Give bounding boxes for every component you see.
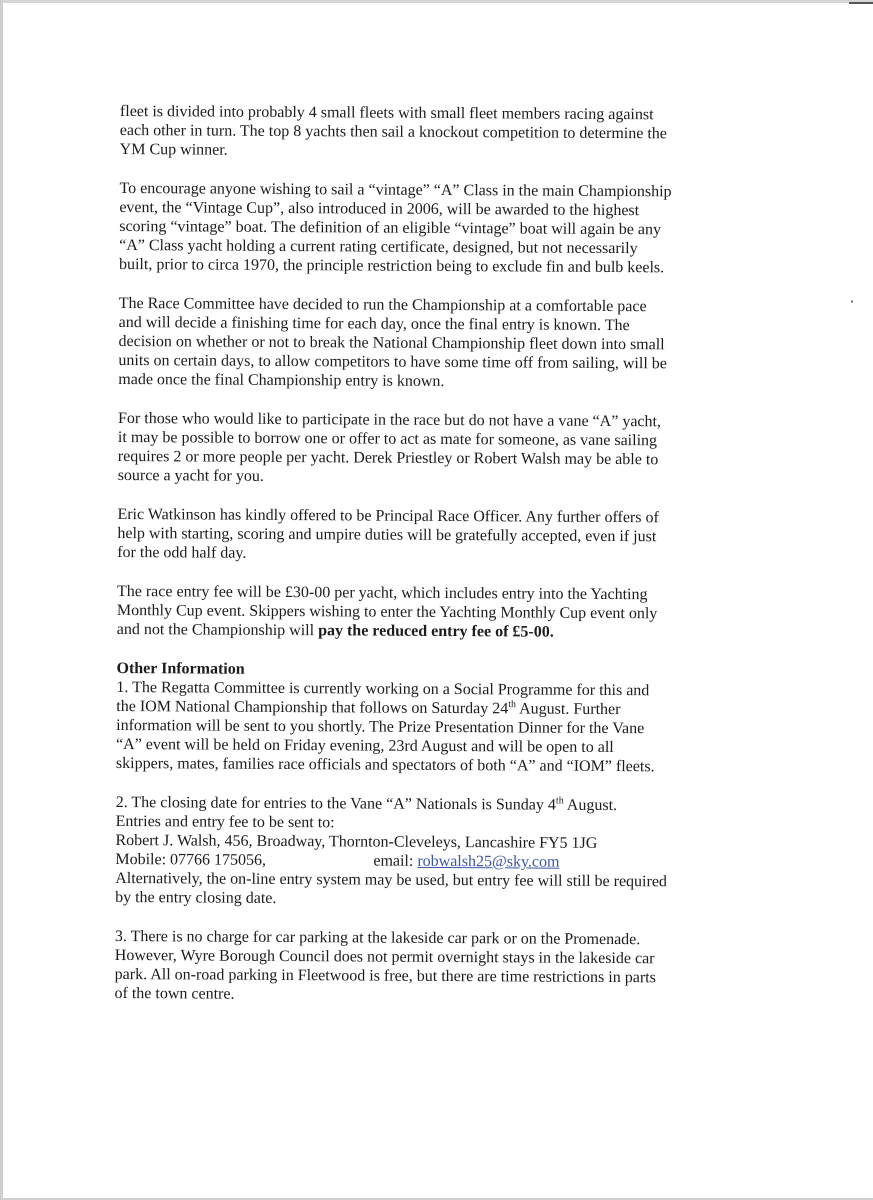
paragraph-race-committee: The Race Committee have decided to run the Championship at a comfortable pace and will decide a finishing time for each day, once the final entry is known. The decision on whether or not to break the National Championship fleet down into small units on certain days, to allow competitors to have some time off from sailing, will be made once the final Championship entry is known. — [118, 294, 667, 390]
paragraph-vintage-cup: To encourage anyone wishing to sail a “vintage” “A” Class in the main Championship event, the “Vintage Cup”, also introduced in 2006, will be awarded to the highest scoring “vintage” boat. The definition of an eligible “vintage” boat will again be any “A” Class yacht holding a current rating certificate, designed, but not necessarily built, prior to circa 1970, the principle restriction being to exclude fin and bulb keels. — [118, 179, 672, 277]
mobile-number: Mobile: 07766 175056, — [115, 850, 267, 869]
online-entry-note: Alternatively, the on-line entry system may be used, but entry fee will still be required by the entry closing date. — [115, 869, 668, 907]
scan-edge-left — [0, 0, 3, 1200]
paragraph-race-officer: Eric Watkinson has kindly offered to be Principal Race Officer. Any further offers of help with starting, scoring and umpire duties will be gratefully accepted, even if just for the odd half day. — [117, 505, 659, 562]
email-link[interactable]: robwalsh25@sky.com — [417, 852, 560, 871]
paragraph-ym-cup: fleet is divided into probably 4 small fleets with small fleet members racing against each other in turn. The top 8 yachts then sail a knockout competition to determine the YM Cup winner. — [119, 102, 667, 159]
document-body — [114, 102, 720, 1027]
info-item-2-text-b: August. — [563, 796, 618, 815]
email-group — [373, 852, 559, 872]
entries-instruction: Entries and entry fee to be sent to: — [115, 812, 335, 832]
info-item-2 — [115, 793, 716, 911]
scan-speck — [851, 300, 853, 303]
postal-address: Robert J. Walsh, 456, Broadway, Thornton-Cleveleys, Lancashire FY5 1JG — [115, 831, 598, 852]
info-item-1-sup: th — [508, 699, 517, 711]
info-item-1-text-b: August. Further information will be sent to you shortly. The Prize Presentation Dinner for the Vane “A” event will be held on Friday evening, 23rd August and will be open to all skippers, mates, families race officials and spectators of both “A” and “IOM” fleets. — [115, 700, 655, 776]
scan-mark — [849, 2, 873, 4]
scan-edge-top — [0, 0, 873, 3]
other-information-section — [114, 659, 716, 1007]
info-item-1 — [116, 678, 717, 777]
paragraph-borrow-yacht: For those who would like to participate in the race but do not have a vane “A” yacht, it may be possible to borrow one or offer to act as mate for someone, as vane sailing requires 2 or more people per yacht. Derek Priestley or Robert Walsh may be able to source a yacht for you. — [117, 409, 662, 485]
info-item-3: 3. There is no charge for car parking at the lakeside car park or on the Promenade. However, Wyre Borough Council does not permit overnight stays in the lakeside car park. All on-road parking in Fleetwood is free, but there are time restrictions in parts of the town centre. — [114, 927, 656, 1003]
email-label: email: — [373, 852, 418, 870]
info-item-2-text-a: 2. The closing date for entries to the Vane “A” Nationals is Sunday 4 — [115, 793, 556, 814]
info-item-1-text-a: 1. The Regatta Committee is currently working on a Social Programme for this and the IOM National Championship that follows on Saturday 24 — [116, 678, 650, 718]
other-information-heading: Other Information — [116, 659, 245, 678]
reduced-fee-text: pay the reduced entry fee of £5-00. — [318, 622, 554, 641]
entry-fee-text: The race entry fee will be £30-00 per yacht, which includes entry into the Yachting Monthly Cup event. Skippers wishing to enter the Yachting Monthly Cup event only and not the Championship will — [116, 582, 658, 640]
info-item-2-sup: th — [555, 795, 564, 807]
paragraph-entry-fee — [117, 582, 717, 643]
